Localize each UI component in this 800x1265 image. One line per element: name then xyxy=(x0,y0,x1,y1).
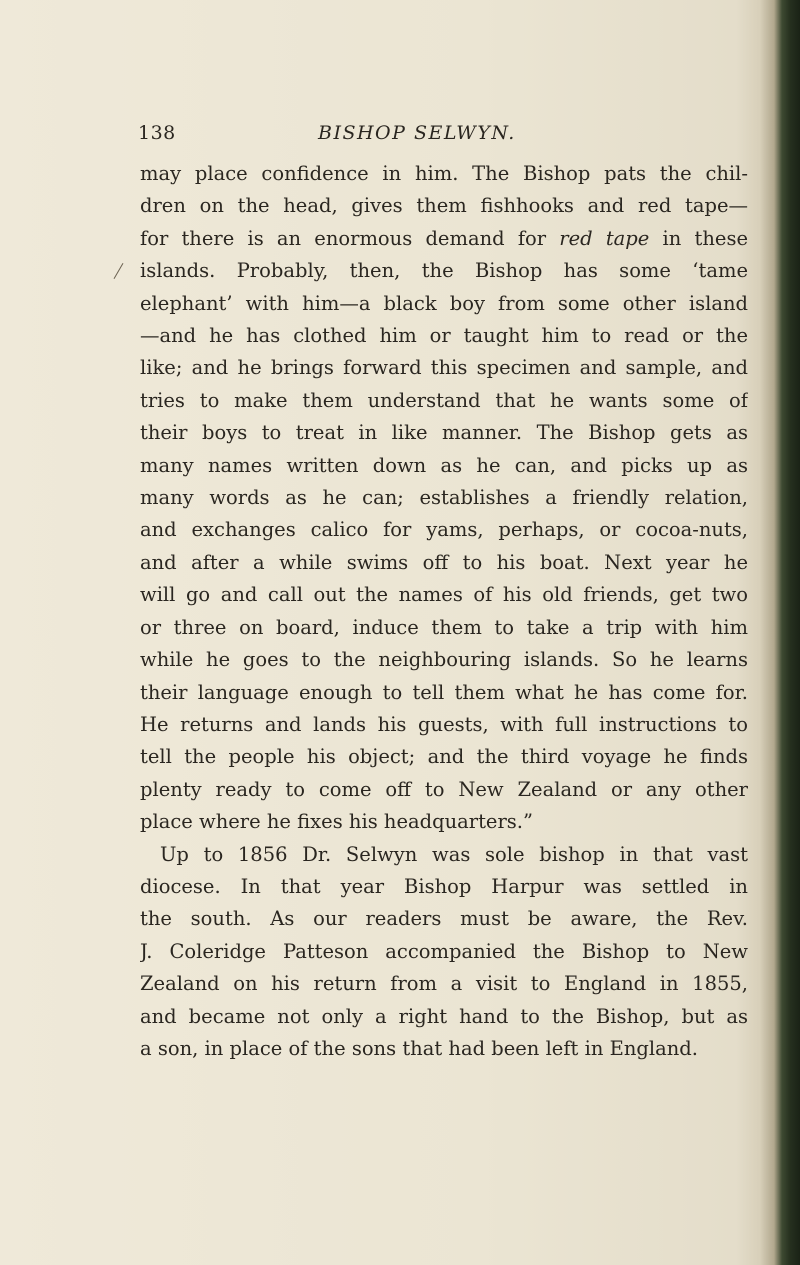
text-line: J. Coleridge Patteson accompanied the Bishop to New xyxy=(140,939,748,963)
text-line: and became not only a right hand to the Bishop, but as xyxy=(140,1004,748,1028)
text-line: and after a while swims off to his boat. Next year he xyxy=(140,550,748,574)
text-line: and exchanges calico for yams, perhaps, or cocoa-nuts, xyxy=(140,518,748,542)
text-line: tries to make them understand that he wants some of xyxy=(140,388,748,412)
text-line: elephant’ with him—a black boy from some other island xyxy=(140,291,748,315)
text-line: —and he has clothed him or taught him to read or the xyxy=(140,324,748,348)
text-line: or three on board, induce them to take a trip with him xyxy=(140,615,748,639)
running-title: BISHOP SELWYN. xyxy=(318,122,516,144)
text-line: plenty ready to come off to New Zealand or any other xyxy=(140,777,748,801)
text-line: will go and call out the names of his old friends, get two xyxy=(140,583,748,607)
page-number: 138 xyxy=(138,122,176,144)
text-line: place where he fixes his headquarters.” xyxy=(140,810,533,834)
text-line: dren on the head, gives them fishhooks and red tape— xyxy=(140,194,748,218)
text-line: like; and he brings forward this specimen and sample, and xyxy=(140,356,748,380)
text-line: their boys to treat in like manner. The Bishop gets as xyxy=(140,421,748,445)
text-line: islands. Probably, then, the Bishop has some ‘tame xyxy=(140,259,748,283)
text-line: diocese. In that year Bishop Harpur was settled in xyxy=(140,874,748,898)
text-line: the south. As our readers must be aware, the Rev. xyxy=(140,907,748,931)
body-text xyxy=(140,158,748,1065)
text-line: tell the people his object; and the third voyage he finds xyxy=(140,745,748,769)
text-line: many words as he can; establishes a friendly relation, xyxy=(140,486,748,510)
text-line: a son, in place of the sons that had been left in England. xyxy=(140,1036,698,1060)
text-line: may place confidence in him. The Bishop pats the chil- xyxy=(140,162,748,185)
text-line: for there is an enormous demand for red tape in these xyxy=(140,226,748,250)
margin-pencil-mark xyxy=(114,263,124,279)
emphasis: red tape xyxy=(559,226,650,250)
running-head xyxy=(138,122,748,152)
text-line: He returns and lands his guests, with full instructions to xyxy=(140,712,748,736)
text-line: many names written down as he can, and picks up as xyxy=(140,453,748,477)
text-line: Up to 1856 Dr. Selwyn was sole bishop in that vast xyxy=(160,842,748,866)
text-line: their language enough to tell them what he has come for. xyxy=(140,680,748,704)
text-line: Zealand on his return from a visit to England in 1855, xyxy=(140,972,748,996)
book-spine-edge xyxy=(760,0,800,1265)
text-line: while he goes to the neighbouring islands. So he learns xyxy=(140,648,748,672)
